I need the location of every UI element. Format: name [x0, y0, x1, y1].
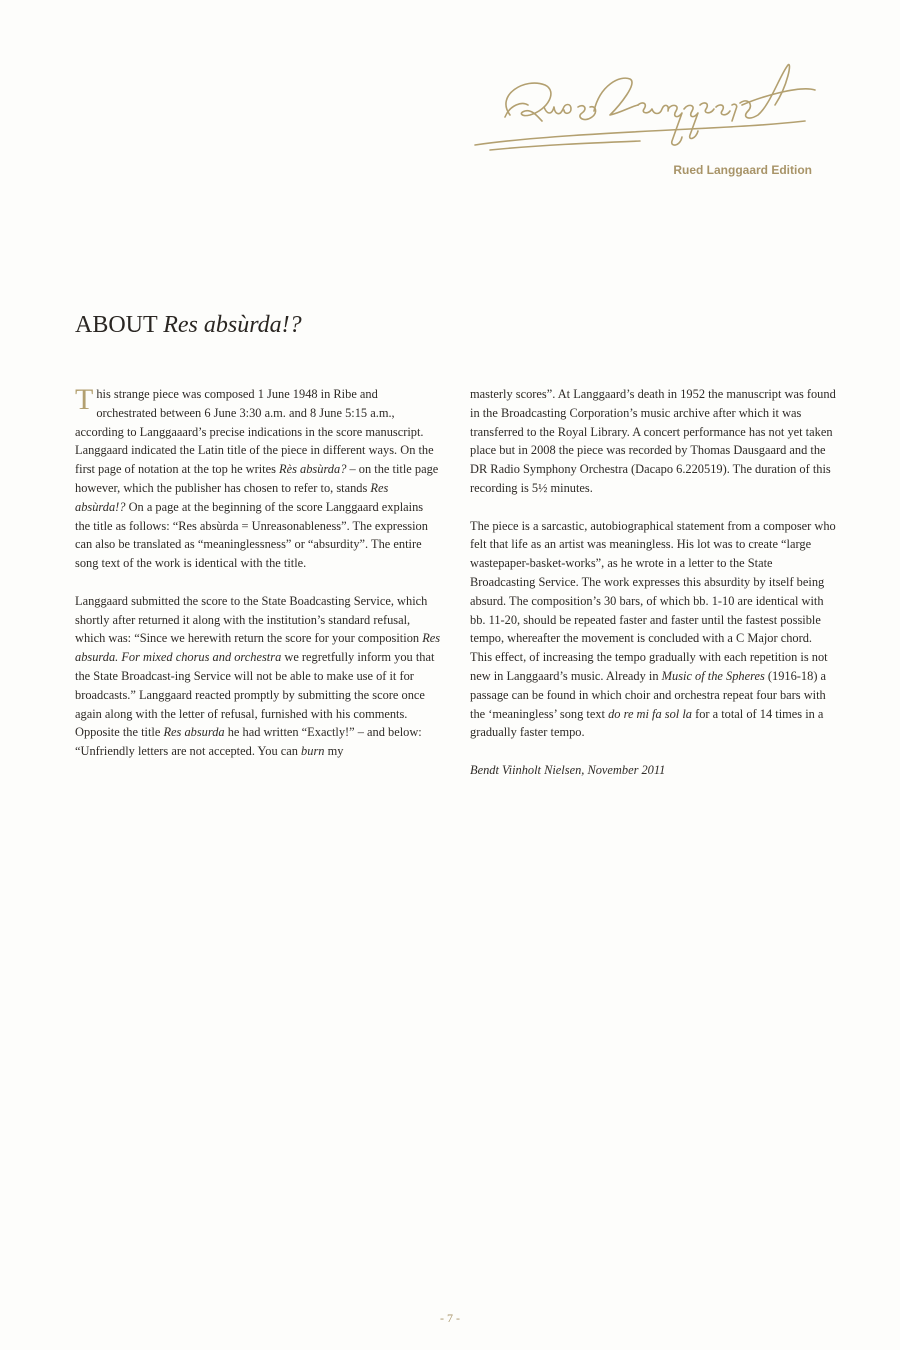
page-title: [75, 312, 302, 339]
text-run: we regretfully inform you that the State Broadcast-ing Service will not be able to make use of it for broadcasts.” Langgaard reacted promptly by submitting the score once again along with the letter of refusal, furnished with his comments. Opposite the title: [75, 650, 435, 740]
paragraph-2: [75, 592, 441, 761]
title-work: Res absùrda!?: [163, 312, 302, 338]
edition-label: Rued Langgaard Edition: [673, 163, 812, 177]
paragraph-3: masterly scores”. At Langgaard’s death in 1952 the manuscript was found in the Broadcasting Corporation’s music archive after which it was transferred to the Royal Library. A concert performance has not yet taken place but in 2008 the piece was recorded by Thomas Dausgaard and the DR Radio Symphony Orchestra (Dacapo 6.220519). The duration of this recording is 5½ minutes.: [470, 387, 836, 495]
left-column: [75, 385, 441, 780]
text-run: Langgaard submitted the score to the State Boadcasting Service, which shortly after returned it along with the institution’s standard refusal, which was: “Since we herewith return the score for your composition: [75, 593, 428, 646]
title-prefix: ABOUT: [75, 312, 164, 338]
italic-run: burn: [301, 744, 325, 759]
italic-run: Rès absùrda?: [279, 462, 347, 477]
text-run: (1916-18) a passage can be found in which choir and orchestra repeat four bars with the ‘meaningless’ song text: [470, 668, 827, 721]
paragraph-1: [75, 385, 441, 573]
italic-run: Res absùrda!?: [75, 480, 389, 514]
text-run: his strange piece was composed 1 June 1948 in Ribe and orchestrated between 6 June 3:30 a.m. and 8 June 5:15 a.m., according to Langgaaard’s precise indications in the score manuscript. Langgaard indicated the Latin title of the piece in different ways. On the first page of notation at the top he writes: [75, 387, 434, 477]
italic-run: Music of the Spheres: [661, 668, 765, 683]
right-column: [470, 385, 836, 799]
drop-cap: T: [75, 383, 94, 416]
text-run: for a total of 14 times in a gradually faster tempo.: [470, 706, 824, 740]
page-number: - 7 -: [440, 1311, 460, 1325]
paragraph-4: [470, 517, 836, 743]
author-signoff: Bendt Viinholt Nielsen, November 2011: [470, 762, 666, 777]
text-run: – on the title page however, which the publisher has chosen to refer to, stands: [75, 462, 439, 495]
text-run: The piece is a sarcastic, autobiographical statement from a composer who felt that life as an artist was meaningless. His lot was to create “large wastepaper-basket-works”, as he wrote in a letter to the State Broadcasting Service. The work expresses this absurdity by itself being absurd. The composition’s 30 bars, of which bb. 1-10 are identical with bb. 11-20, should be repeated faster and faster until the fastest possible tempo, whereafter the movement is concluded with a C Major chord. This effect, of increasing the tempo gradually with each repetition is not new in Langgaard’s music. Already in: [470, 518, 836, 683]
text-run: my: [324, 744, 344, 759]
italic-run: Res absurda: [163, 725, 225, 740]
text-run: he had written “Exactly!” – and below: “Unfriendly letters are not accepted. You can: [75, 725, 422, 759]
signature-graphic: [470, 55, 840, 165]
text-run: On a page at the beginning of the score Langgaard explains the title as follows: “Res absùrda = Unreasonableness”. The expression can also be translated as “meaninglessness” or “absurdity”. The entire song text of the work is identical with the title.: [75, 499, 428, 571]
signature-logo: [470, 55, 840, 165]
italic-run: Res absurda. For mixed chorus and orchestra: [75, 631, 441, 665]
italic-run: do re mi fa sol la: [608, 706, 692, 721]
